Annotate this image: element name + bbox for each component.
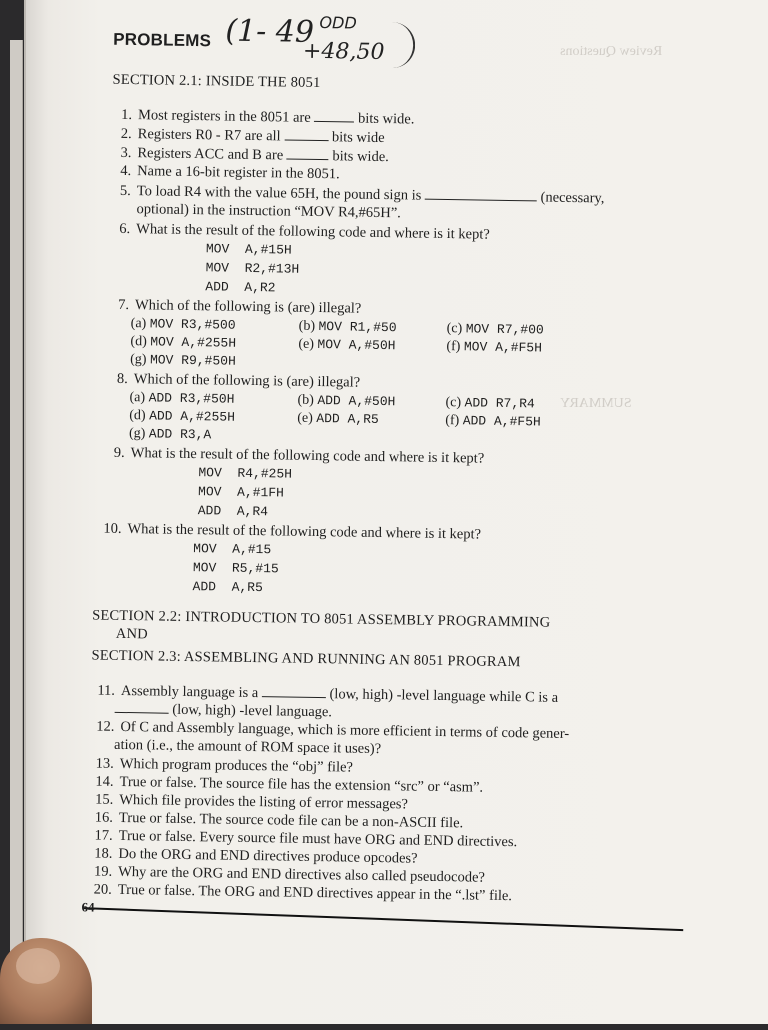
section-heading-cont: AND [115,625,149,643]
page-title: PROBLEMS [113,29,212,51]
option-8g: (g) ADD R3,A [128,426,212,443]
question-5: 5. To load R4 with the value 65H, the pound sign is (necessary, [119,182,605,207]
option-7c: (c) MOV R7,#00 [446,321,544,338]
question-10: 10. What is the result of the following code and where is it kept? [103,520,482,543]
question-7: 7. Which of the following is (are) illegal? [118,296,362,317]
section-heading: SECTION 2.1: INSIDE THE 8051 [112,71,321,92]
question-2: 2. Registers R0 - R7 are all bits wide [120,125,385,147]
code-line: MOV A,#1FH [197,484,285,501]
question-17: 17. True or false. Every source file must have ORG and END directives. [94,827,518,851]
question-4: 4. Name a 16-bit register in the 8051. [120,162,340,183]
handwritten-odd-note: ODD [319,12,357,33]
question-13: 13. Which program produces the “obj” file? [95,755,354,776]
question-8: 8. Which of the following is (are) illegal? [116,370,361,391]
code-line: ADD A,R2 [205,279,276,296]
question-12: 12. Of C and Assembly language, which is more efficient in terms of code gener- [96,718,570,742]
option-8c: (c) ADD R7,R4 [445,395,535,412]
code-line: MOV R2,#13H [205,260,300,277]
code-line: MOV R5,#15 [192,560,279,577]
question-18: 18. Do the ORG and END directives produce opcodes? [94,845,418,867]
option-7e: (e) MOV A,#50H [298,336,396,354]
option-8f: (f) ADD A,#F5H [445,413,541,430]
option-7g: (g) MOV R9,#50H [130,352,236,369]
bleed-through-text: Review Questions [560,44,663,59]
question-11-cont: (low, high) -level language. [115,700,333,721]
question-15: 15. Which file provides the listing of error messages? [95,791,409,813]
question-12-cont: ation (i.e., the amount of ROM space it uses)? [113,736,382,758]
question-11: 11. Assembly language is a (low, high) -level language while C is a [97,682,559,706]
question-14: 14. True or false. The source file has the extension “src” or “asm”. [95,773,484,796]
option-7f: (f) MOV A,#F5H [446,339,543,356]
footer-rule [84,907,684,931]
code-line: ADD A,R4 [197,503,269,520]
question-9: 9. What is the result of the following code and where is it kept? [113,444,485,467]
question-16: 16. True or false. The source code file can be a non-ASCII file. [94,809,464,832]
code-line: ADD A,R5 [192,579,263,596]
question-19: 19. Why are the ORG and END directives also called pseudocode? [93,863,486,886]
option-8e: (e) ADD A,R5 [297,410,379,427]
option-7a: (a) MOV R3,#500 [130,316,236,333]
question-1: 1. Most registers in the 8051 are bits wide. [121,106,415,128]
option-8a: (a) ADD R3,#50H [129,390,235,407]
question-6: 6. What is the result of the following code and where is it kept? [119,220,490,243]
handwritten-extra-note: +48,50 [302,38,385,66]
question-5-cont: optional) in the instruction “MOV R4,#65H”. [136,201,401,222]
section-heading: SECTION 2.2: INTRODUCTION TO 8051 ASSEMBLY PROGRAMMING [92,607,551,631]
code-line: MOV A,#15 [193,541,272,558]
option-8d: (d) ADD A,#255H [129,408,236,425]
page-number: 64 [81,899,95,915]
section-heading: SECTION 2.3: ASSEMBLING AND RUNNING AN 8051 PROGRAM [91,647,521,671]
handwritten-parenthesis [391,22,416,68]
bleed-through-text: SUMMARY [560,396,632,411]
option-7d: (d) MOV A,#255H [130,334,237,351]
option-8b: (b) ADD A,#50H [297,392,396,410]
question-3: 3. Registers ACC and B are bits wide. [120,144,389,166]
question-20: 20. True or false. The ORG and END directives appear in the “.lst” file. [93,881,513,905]
thumbnail-nail [16,948,60,984]
option-7b: (b) MOV R1,#50 [298,318,397,336]
handwritten-annotation: (1- 49 [225,13,315,50]
code-line: MOV R4,#25H [198,465,293,482]
code-line: MOV A,#15H [205,241,292,258]
